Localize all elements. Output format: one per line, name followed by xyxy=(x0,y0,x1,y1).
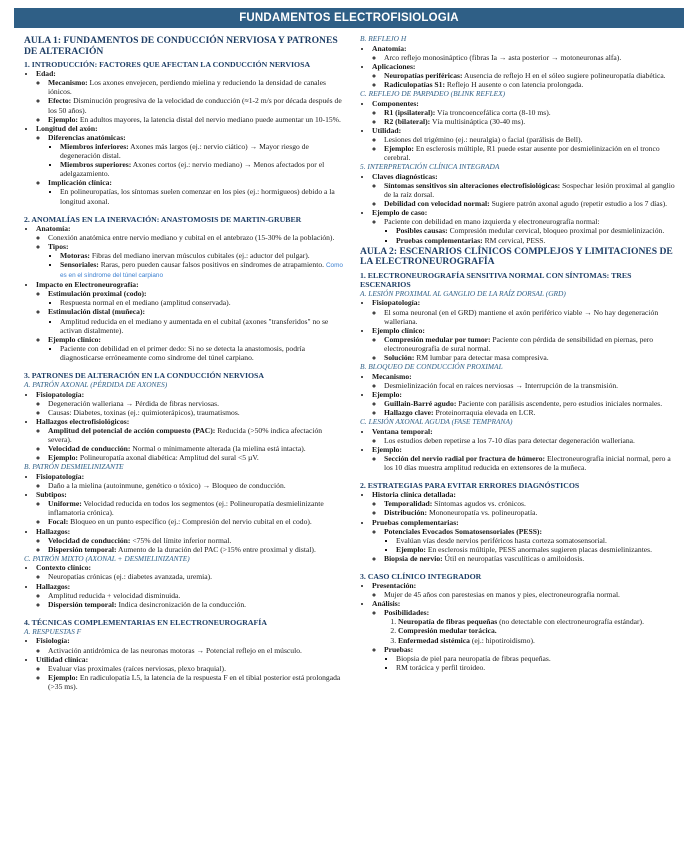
a2-section-1-title: 1. ELECTRONEUROGRAFÍA SENSITIVA NORMAL CON SÍNTOMAS: TRES ESCENARIOS xyxy=(360,270,632,289)
list-item: ◦ Temporalidad: Síntomas agudos vs. crónicos. xyxy=(384,499,678,508)
list-item: • Hallazgos electrofisiológicos: ◦ Amplitud del potencial de acción compuesto (PAC): Reducida (>50% indica afectación severa). ◦ Velocidad de conducción: Normal o mínimamente alterada (la mielina está intacta). ◦ Ejemplo: Polineuropatía axonal diabética: Amplitud del sural <5 µV. xyxy=(36,417,344,462)
list-item: • Subtipos: ◦ Uniforme: Velocidad reducida en todos los segmentos (ej.: Polineuropatía desmielinizante inflamatoria crónica). ◦ Focal: Bloqueo en un punto específico (ej.: Compresión del nervio cubital en el codo). xyxy=(36,490,344,526)
list-item: ◦ Solución: RM lumbar para detectar masa compresiva. xyxy=(384,353,678,362)
subsection-title: B. BLOQUEO DE CONDUCCIÓN PROXIMAL xyxy=(360,362,503,372)
list-item: ▪ En polineuropatías, los síntomas suelen comenzar en los pies (ej.: hormigueos) debido a la longitud axonal. xyxy=(60,187,344,205)
list-item: • Ejemplo clínico: ◦ Compresión medular por tumor: Paciente con pérdida de sensibilidad en piernas, pero electroneurografía de sural normal. ◦ Solución: RM lumbar para detectar masa compresiva. xyxy=(372,326,678,362)
list-item: ▪ Respuesta normal en el mediano (amplitud conservada). xyxy=(60,298,344,307)
list-item: ▪ Ejemplo: En esclerosis múltiple, PESS anormales sugieren placas desmielinizantes. xyxy=(396,545,678,554)
section-4-title: 4. TÉCNICAS COMPLEMENTARIAS EN ELECTRONEUROGRAFÍA xyxy=(24,617,267,627)
list-item: • Hallazgos: ◦ Amplitud reducida + velocidad disminuida. ◦ Dispersión temporal: Indica desincronización de la conducción. xyxy=(36,582,344,609)
list-item: ◦ Distribución: Mononeuropatía vs. polineuropatía. xyxy=(384,508,678,517)
handwritten-note: Como es en el síndrome del túnel carpiano xyxy=(60,261,343,280)
section-2-title: 2. ANOMALÍAS EN LA INERVACIÓN: ANASTOMOSIS DE MARTIN-GRUBER xyxy=(24,214,302,224)
subsection-title: A. PATRÓN AXONAL (PÉRDIDA DE AXONES) xyxy=(24,380,168,389)
right-column xyxy=(360,34,678,672)
list-item: • Análisis: ◦ Posibilidades: 1. Neuropatía de fibras pequeñas (no detectable con electroneurografía estándar). 2. Compresión medular torácica. 3. Enfermedad sistémica (ej.: hipotiroidismo). ◦ Pruebas: ▪ Biopsia de piel para neuropatía de fibras pequeñas. ▪ RM torácica y perfil tiroideo. xyxy=(372,599,678,672)
list-item: ◦ Efecto: Disminución progresiva de la velocidad de conducción (≈1-2 m/s por década después de los 50 años). xyxy=(48,96,344,114)
list-item: ◦ Activación antidrómica de las neuronas motoras → Potencial reflejo en el músculo. xyxy=(48,646,344,655)
list-item: ◦ Mujer de 45 años con parestesias en manos y pies, electroneurografía normal. xyxy=(384,590,678,599)
list-item: ▪ Miembros inferiores: Axones más largos (ej.: nervio ciático) → Mayor riesgo de degeneración distal. xyxy=(60,142,344,160)
list-item: ◦ Tipos: ▪ Motoras: Fibras del mediano inervan músculos cubitales (ej.: aductor del pulgar). ▪ Sensoriales: Raras, pero pueden causar falsos positivos en síndromes de atrapamiento. Como es en el síndrome del túnel carpiano xyxy=(48,242,344,280)
list xyxy=(24,69,344,205)
list-item: ◦ Neuropatías crónicas (ej.: diabetes avanzada, uremia). xyxy=(48,572,344,581)
list-item: • Contexto clínico: ◦ Neuropatías crónicas (ej.: diabetes avanzada, uremia). xyxy=(36,563,344,581)
list-item: ◦ Conexión anatómica entre nervio mediano y cubital en el antebrazo (15-30% de la población). xyxy=(48,233,344,242)
list-item: • Fisiopatología: ◦ Daño a la mielina (autoinmune, genético o tóxico) → Bloqueo de conducción. xyxy=(36,472,344,490)
subsection-title: B. PATRÓN DESMIELINIZANTE xyxy=(24,462,124,472)
list-item: ◦ Potenciales Evocados Somatosensoriales (PESS): ▪ Evalúan vías desde nervios periféricos hasta corteza somatosensorial. ▪ Ejemplo: En esclerosis múltiple, PESS anormales sugieren placas desmielinizantes. xyxy=(384,527,678,554)
list-item: ▪ Paciente con debilidad en el primer dedo: Si no se detecta la anastomosis, podría diagnosticarse erróneamente como síndrome del túnel carpiano. xyxy=(60,344,344,362)
list-item: ◦ Compresión medular por tumor: Paciente con pérdida de sensibilidad en piernas, pero electroneurografía de sural normal. xyxy=(384,335,678,353)
list-item: 2. Compresión medular torácica. xyxy=(398,626,678,635)
list-item: ◦ Dispersión temporal: Indica desincronización de la conducción. xyxy=(48,600,344,609)
list-item: ◦ Hallazgo clave: Proteinorraquia elevada en LCR. xyxy=(384,408,678,417)
list-item: ◦ Ejemplo: En esclerosis múltiple, R1 puede estar ausente por desmielinización en el tronco cerebral. xyxy=(384,144,678,162)
list-item: ◦ Radiculopatías S1: Reflejo H ausente o con latencia prolongada. xyxy=(384,80,678,89)
list-item: • Anatomía: ◦ Arco reflejo monosináptico (fibras Ia → asta posterior → motoneuronas alfa). xyxy=(372,44,678,62)
list-item: ◦ Ejemplo: Polineuropatía axonal diabética: Amplitud del sural <5 µV. xyxy=(48,453,344,462)
list-item: ▪ Sensoriales: Raras, pero pueden causar falsos positivos en síndromes de atrapamiento. Como es en el síndrome del túnel carpiano xyxy=(60,260,344,280)
subsection-title: B. REFLEJO H xyxy=(360,34,407,43)
list-item: ◦ Debilidad con velocidad normal: Sugiere patrón axonal agudo (repetir estudio a los 7 días). xyxy=(384,199,678,208)
list-item: ◦ Estimulación proximal (codo): ▪ Respuesta normal en el mediano (amplitud conservada). xyxy=(48,289,344,307)
list-item: • Fisiología: ◦ Activación antidrómica de las neuronas motoras → Potencial reflejo en el músculo. xyxy=(36,636,344,654)
list-item: • Ventana temporal: ◦ Los estudios deben repetirse a los 7-10 días para detectar degeneración walleriana. xyxy=(372,427,678,445)
list-item: ◦ Velocidad de conducción: Normal o mínimamente alterada (la mielina está intacta). xyxy=(48,444,344,453)
left-column xyxy=(24,34,344,691)
aula2-title: AULA 2: ESCENARIOS CLÍNICOS COMPLEJOS Y LIMITACIONES DE LA ELECTRONEUROGRAFÍA xyxy=(360,245,673,268)
list-item: ◦ Pruebas: ▪ Biopsia de piel para neuropatía de fibras pequeñas. ▪ RM torácica y perfil tiroideo. xyxy=(384,645,678,672)
list-item: ◦ Biopsia de nervio: Útil en neuropatías vasculíticas o amiloidosis. xyxy=(384,554,678,563)
list-item: ▪ Miembros superiores: Axones cortos (ej.: nervio mediano) → Menos afectados por el adelgazamiento. xyxy=(60,160,344,178)
list-item: • Utilidad: ◦ Lesiones del trigémino (ej.: neuralgia) o facial (parálisis de Bell). ◦ Ejemplo: En esclerosis múltiple, R1 puede estar ausente por desmielinización en el tronco cerebral. xyxy=(372,126,678,162)
list-item: • Ejemplo de caso: ◦ Paciente con debilidad en mano izquierda y electroneurografía normal: ▪ Posibles causas: Compresión medular cervical, bloqueo proximal por desmielinización. ▪ Pruebas complementarias: RM cervical, PESS. xyxy=(372,208,678,244)
list-item: ◦ R1 (ipsilateral): Vía troncoencefálica corta (8-10 ms). xyxy=(384,108,678,117)
subsection-title: A. RESPUESTAS F xyxy=(24,626,82,636)
list-item: • Ejemplo: ◦ Sección del nervio radial por fractura de húmero: Electroneurografía inicial normal, pero a los 10 días muestra amplitud reducida en extensores de la muñeca. xyxy=(372,445,678,472)
list-item: ◦ Amplitud del potencial de acción compuesto (PAC): Reducida (>50% indica afectación severa). xyxy=(48,426,344,444)
list-item: ◦ Daño a la mielina (autoinmune, genético o tóxico) → Bloqueo de conducción. xyxy=(48,481,344,490)
list-item: ◦ Evaluar vías proximales (raíces nerviosas, plexo braquial). xyxy=(48,664,344,673)
list-item: ◦ Implicación clínica: ▪ En polineuropatías, los síntomas suelen comenzar en los pies (ej.: hormigueos) debido a la longitud axonal. xyxy=(48,178,344,205)
list-item: ◦ Arco reflejo monosináptico (fibras Ia → asta posterior → motoneuronas alfa). xyxy=(384,53,678,62)
list-item: ▪ Pruebas complementarias: RM cervical, PESS. xyxy=(396,236,678,245)
list-item: ▪ Evalúan vías desde nervios periféricos hasta corteza somatosensorial. xyxy=(396,536,678,545)
list-item: ◦ Lesiones del trigémino (ej.: neuralgia) o facial (parálisis de Bell). xyxy=(384,135,678,144)
list-item xyxy=(36,69,344,124)
section-1-title: 1. INTRODUCCIÓN: FACTORES QUE AFECTAN LA CONDUCCIÓN NERVIOSA xyxy=(24,60,311,70)
list-item: ◦ Amplitud reducida + velocidad disminuida. xyxy=(48,591,344,600)
list-item: ◦ Focal: Bloqueo en un punto específico (ej.: Compresión del nervio cubital en el codo). xyxy=(48,517,344,526)
list-item: ◦ Neuropatías periféricas: Ausencia de reflejo H en el sóleo sugiere polineuropatía diabética. xyxy=(384,71,678,80)
list-item: • Fisiopatología: ◦ El soma neuronal (en el GRD) mantiene el axón periférico viable → No hay degeneración walleriana. xyxy=(372,298,678,325)
list-item: ◦ Uniforme: Velocidad reducida en todos los segmentos (ej.: Polineuropatía desmielinizante inflamatoria crónica). xyxy=(48,499,344,517)
list-item: ◦ Degeneración walleriana → Pérdida de fibras nerviosas. xyxy=(48,399,344,408)
list-item: • Utilidad clínica: ◦ Evaluar vías proximales (raíces nerviosas, plexo braquial). ◦ Ejemplo: En radiculopatía L5, la latencia de la respuesta F en el tibial posterior está prolongada (>35 ms). xyxy=(36,655,344,691)
a2-section-2-title: 2. ESTRATEGIAS PARA EVITAR ERRORES DIAGNÓSTICOS xyxy=(360,481,580,491)
list-item: ◦ Diferencias anatómicas: ▪ Miembros inferiores: Axones más largos (ej.: nervio ciático) → Mayor riesgo de degeneración distal. ▪ Miembros superiores: Axones cortos (ej.: nervio mediano) → Menos afectados por el adelgazamiento. xyxy=(48,133,344,178)
list-item: • Longitud del axón: ◦ Diferencias anatómicas: ▪ Miembros inferiores: Axones más largos (ej.: nervio ciático) → Mayor riesgo de degeneración distal. ▪ Miembros superiores: Axones cortos (ej.: nervio mediano) → Menos afectados por el adelgazamiento. ◦ Implicación clínica: ▪ En polineuropatías, los síntomas suelen comenzar en los pies (ej.: hormigueos) debido a la longitud axonal. xyxy=(36,124,344,206)
list-item: ◦ Posibilidades: 1. Neuropatía de fibras pequeñas (no detectable con electroneurografía estándar). 2. Compresión medular torácica. 3. Enfermedad sistémica (ej.: hipotiroidismo). xyxy=(384,608,678,644)
list-item: ◦ Desmielinización focal en raíces nerviosas → Interrupción de la transmisión. xyxy=(384,381,678,390)
aula1-title: AULA 1: FUNDAMENTOS DE CONDUCCIÓN NERVIOSA Y PATRONES DE ALTERACIÓN xyxy=(24,35,338,57)
subsection-title: C. LESIÓN AXONAL AGUDA (FASE TEMPRANA) xyxy=(360,417,513,427)
list-item: ▪ Amplitud reducida en el mediano y aumentada en el cubital (axones "transferidos" no se activan distalmente). xyxy=(60,317,344,335)
list-item: 3. Enfermedad sistémica (ej.: hipotiroidismo). xyxy=(398,636,678,645)
subsection-title: 5. INTERPRETACIÓN CLÍNICA INTEGRADA xyxy=(360,162,500,172)
a2-section-3-title: 3. CASO CLÍNICO INTEGRADOR xyxy=(360,571,482,581)
list-item: ◦ Ejemplo: En radiculopatía L5, la latencia de la respuesta F en el tibial posterior está prolongada (>35 ms). xyxy=(48,673,344,691)
list-item: • Hallazgos: ◦ Velocidad de conducción: <75% del límite inferior normal. ◦ Dispersión temporal: Aumento de la duración del PAC (>15% entre proximal y distal). xyxy=(36,527,344,554)
list-item: ▪ RM torácica y perfil tiroideo. xyxy=(396,663,678,672)
list-item: • Historia clínica detallada: ◦ Temporalidad: Síntomas agudos vs. crónicos. ◦ Distribución: Mononeuropatía vs. polineuropatía. xyxy=(372,490,678,517)
list-item: ◦ Ejemplo clínico: ▪ Paciente con debilidad en el primer dedo: Si no se detecta la anastomosis, podría diagnosticarse erróneamente como síndrome del túnel carpiano. xyxy=(48,335,344,362)
list-item: ▪ Posibles causas: Compresión medular cervical, bloqueo proximal por desmielinización. xyxy=(396,226,678,235)
list-item: • Ejemplo: ◦ Guillain-Barré agudo: Paciente con parálisis ascendente, pero estudios iniciales normales. ◦ Hallazgo clave: Proteinorraquia elevada en LCR. xyxy=(372,390,678,417)
list-item: • Impacto en Electroneurografía: ◦ Estimulación proximal (codo): ▪ Respuesta normal en el mediano (amplitud conservada). ◦ Estimulación distal (muñeca): ▪ Amplitud reducida en el mediano y aumentada en el cubital (axones "transferidos" no se activan distalmente). ◦ Ejemplo clínico: ▪ Paciente con debilidad en el primer dedo: Si no se detecta la anastomosis, podría diagnosticarse erróneamente como síndrome del túnel carpiano. xyxy=(36,280,344,362)
list-item: • Pruebas complementarias: ◦ Potenciales Evocados Somatosensoriales (PESS): ▪ Evalúan vías desde nervios periféricos hasta corteza somatosensorial. ▪ Ejemplo: En esclerosis múltiple, PESS anormales sugieren placas desmielinizantes. ◦ Biopsia de nervio: Útil en neuropatías vasculíticas o amiloidosis. xyxy=(372,518,678,563)
section-3-title: 3. PATRONES DE ALTERACIÓN EN LA CONDUCCIÓN NERVIOSA xyxy=(24,371,265,380)
list-item: ◦ Paciente con debilidad en mano izquierda y electroneurografía normal: ▪ Posibles causas: Compresión medular cervical, bloqueo proximal por desmielinización. ▪ Pruebas complementarias: RM cervical, PESS. xyxy=(384,217,678,244)
list-item: ◦ Guillain-Barré agudo: Paciente con parálisis ascendente, pero estudios iniciales normales. xyxy=(384,399,678,408)
list-item: ◦ Velocidad de conducción: <75% del límite inferior normal. xyxy=(48,536,344,545)
subsection-title: A. LESIÓN PROXIMAL AL GANGLIO DE LA RAÍZ DORSAL (GRD) xyxy=(360,288,566,298)
list-item: ◦ El soma neuronal (en el GRD) mantiene el axón periférico viable → No hay degeneración walleriana. xyxy=(384,308,678,326)
list-item: ◦ Los estudios deben repetirse a los 7-10 días para detectar degeneración walleriana. xyxy=(384,436,678,445)
list-item: • Mecanismo: ◦ Desmielinización focal en raíces nerviosas → Interrupción de la transmisión. xyxy=(372,372,678,390)
list-item: ◦ Sección del nervio radial por fractura de húmero: Electroneurografía inicial normal, pero a los 10 días muestra amplitud reducida en extensores de la muñeca. xyxy=(384,454,678,472)
list-item: ◦ Ejemplo: En adultos mayores, la latencia distal del nervio mediano puede aumentar un 10-15%. xyxy=(48,115,344,124)
list-item: ◦ Estimulación distal (muñeca): ▪ Amplitud reducida en el mediano y aumentada en el cubital (axones "transferidos" no se activan distalmente). xyxy=(48,307,344,334)
subsection-title: C. PATRÓN MIXTO (AXONAL + DESMIELINIZANTE) xyxy=(24,553,190,563)
list-item: 1. Neuropatía de fibras pequeñas (no detectable con electroneurografía estándar). xyxy=(398,617,678,626)
list-item: ◦ R2 (bilateral): Vía multisináptica (30-40 ms). xyxy=(384,117,678,126)
list-item: • Claves diagnósticas: ◦ Síntomas sensitivos sin alteraciones electrofisiológicas: Sospechar lesión proximal al ganglio de la raíz dorsal. ◦ Debilidad con velocidad normal: Sugiere patrón axonal agudo (repetir estudio a los 7 días). xyxy=(372,172,678,208)
list-item: ◦ Síntomas sensitivos sin alteraciones electrofisiológicas: Sospechar lesión proximal al ganglio de la raíz dorsal. xyxy=(384,181,678,199)
list-item: • Anatomía: ◦ Conexión anatómica entre nervio mediano y cubital en el antebrazo (15-30% de la población). ◦ Tipos: ▪ Motoras: Fibras del mediano inervan músculos cubitales (ej.: aductor del pulgar). ▪ Sensoriales: Raras, pero pueden causar falsos positivos en síndromes de atrapamiento. Como es en el síndrome del túnel carpiano xyxy=(36,224,344,281)
list-item: ◦ Dispersión temporal: Aumento de la duración del PAC (>15% entre proximal y distal). xyxy=(48,545,344,554)
list-item: • Componentes: ◦ R1 (ipsilateral): Vía troncoencefálica corta (8-10 ms). ◦ R2 (bilateral): Vía multisináptica (30-40 ms). xyxy=(372,99,678,126)
list-item: ◦ Causas: Diabetes, toxinas (ej.: quimioterápicos), traumatismos. xyxy=(48,408,344,417)
subsection-title: C. REFLEJO DE PARPADEO (BLINK REFLEX) xyxy=(360,89,506,99)
list-item: • Aplicaciones: ◦ Neuropatías periféricas: Ausencia de reflejo H en el sóleo sugiere polineuropatía diabética. ◦ Radiculopatías S1: Reflejo H ausente o con latencia prolongada. xyxy=(372,62,678,89)
list-item: ▪ Biopsia de piel para neuropatía de fibras pequeñas. xyxy=(396,654,678,663)
label: Edad: xyxy=(36,69,56,79)
list-item: ◦ Mecanismo: Los axones envejecen, perdiendo mielina y reduciendo la densidad de canales iónicos. xyxy=(48,78,344,96)
document-banner: FUNDAMENTOS ELECTROFISIOLOGIA xyxy=(14,8,684,28)
list-item: • Fisiopatología: ◦ Degeneración walleriana → Pérdida de fibras nerviosas. ◦ Causas: Diabetes, toxinas (ej.: quimioterápicos), traumatismos. xyxy=(36,390,344,417)
list-item: • Presentación: ◦ Mujer de 45 años con parestesias en manos y pies, electroneurografía normal. xyxy=(372,581,678,599)
list-item: ▪ Motoras: Fibras del mediano inervan músculos cubitales (ej.: aductor del pulgar). xyxy=(60,251,344,260)
